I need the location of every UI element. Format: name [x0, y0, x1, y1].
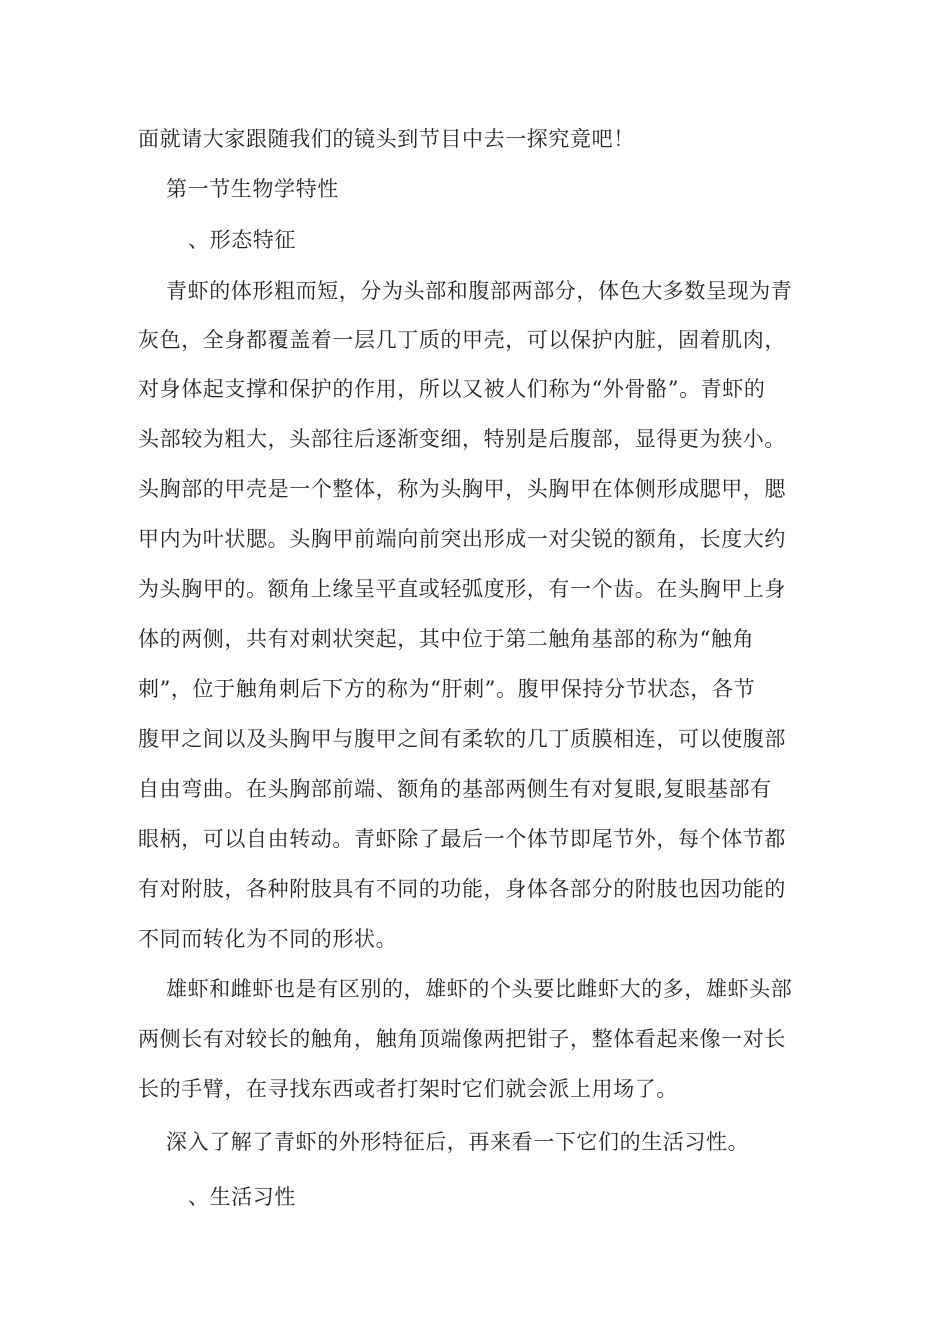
subsection-title-morphology: 、形态特征 — [188, 228, 296, 252]
paragraph-line: 自由弯曲。在头胸部前端、额角的基部两侧生有对复眼,复眼基部有 — [138, 777, 772, 801]
paragraph-line: 刺”，位于触角刺后下方的称为“肝刺”。腹甲保持分节状态，各节 — [138, 677, 756, 701]
paragraph-line: 头部较为粗大，头部往后逐渐变细，特别是后腹部，显得更为狭小。 — [138, 427, 786, 451]
opening-line: 面就请大家跟随我们的镜头到节目中去一探究竟吧！ — [138, 127, 635, 151]
paragraph-line: 不同而转化为不同的形状。 — [138, 927, 398, 951]
paragraph-line: 对身体起支撑和保护的作用，所以又被人们称为“外骨骼”。青虾的 — [138, 377, 766, 401]
paragraph-line: 头胸部的甲壳是一个整体，称为头胸甲，头胸甲在体侧形成腮甲，腮 — [138, 477, 786, 501]
paragraph-line: 青虾的体形粗而短，分为头部和腹部两部分，体色大多数呈现为青 — [166, 279, 793, 303]
paragraph-line: 长的手臂，在寻找东西或者打架时它们就会派上用场了。 — [138, 1077, 678, 1101]
paragraph-line: 灰色，全身都覆盖着一层几丁质的甲壳，可以保护内脏，固着肌肉， — [138, 328, 786, 352]
paragraph-line: 两侧长有对较长的触角，触角顶端像两把钳子，整体看起来像一对长 — [138, 1027, 786, 1051]
paragraph-line: 有对附肢，各种附肢具有不同的功能，身体各部分的附肢也因功能的 — [138, 877, 786, 901]
paragraph-line: 眼柄，可以自由转动。青虾除了最后一个体节即尾节外，每个体节都 — [138, 827, 786, 851]
paragraph-line: 体的两侧，共有对刺状突起，其中位于第二触角基部的称为“触角 — [138, 627, 755, 651]
subsection-title-habits: 、生活习性 — [188, 1185, 296, 1209]
section-title: 第一节生物学特性 — [166, 177, 339, 201]
paragraph-line: 甲内为叶状腮。头胸甲前端向前突出形成一对尖锐的额角，长度大约 — [138, 527, 786, 551]
paragraph-line: 腹甲之间以及头胸甲与腹甲之间有柔软的几丁质膜相连，可以使腹部 — [138, 727, 786, 751]
paragraph-line: 雄虾和雌虾也是有区别的，雄虾的个头要比雌虾大的多，雄虾头部 — [166, 977, 793, 1001]
paragraph-line: 为头胸甲的。额角上缘呈平直或轻弧度形，有一个齿。在头胸甲上身 — [138, 577, 786, 601]
paragraph-line: 深入了解了青虾的外形特征后，再来看一下它们的生活习性。 — [166, 1130, 750, 1154]
